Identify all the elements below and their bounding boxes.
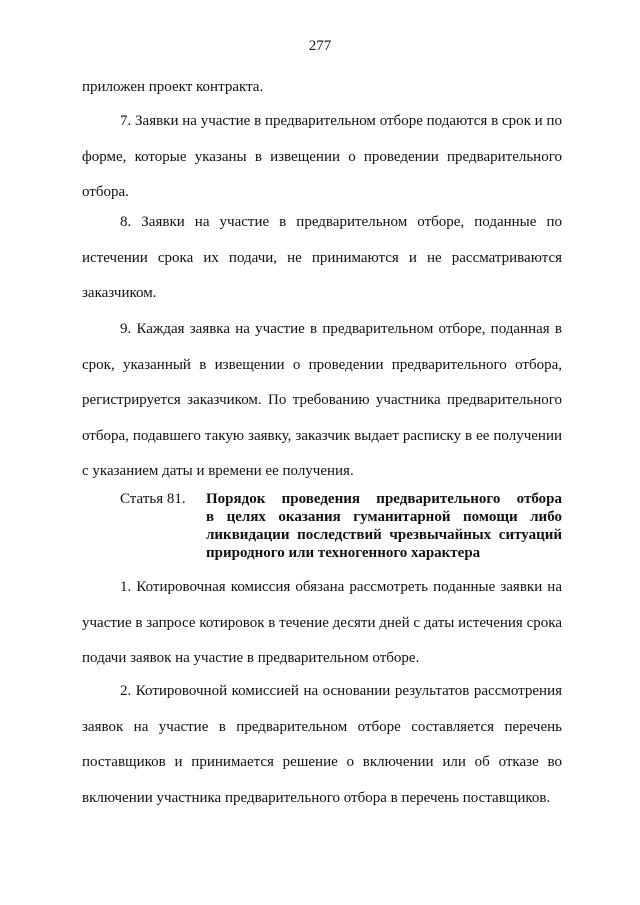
paragraph-item-8 [82,205,562,312]
article-paragraph-2 [82,674,562,816]
paragraph-line: заказчиком. [82,285,157,301]
paragraph-line: 9. Каждая заявка на участие в предварительном отборе, поданная в [120,321,562,337]
paragraph-line: регистрируется заказчиком. По требованию участника предварительного [82,392,562,408]
paragraph-line: подачи заявок на участие в предварительном отборе. [82,650,420,666]
paragraph-continuation [82,70,562,106]
paragraph-line: заявок на участие в предварительном отборе составляется перечень [82,718,562,735]
paragraph-item-9 [82,312,562,490]
paragraph-item-7 [82,104,562,211]
article-label: Статья 81. [120,491,186,507]
article-title-line: ликвидации последствий чрезвычайных ситуаций [206,527,562,543]
paragraph-line: 8. Заявки на участие в предварительном отборе, поданные по [120,214,562,230]
paragraph-line: участие в запросе котировок в течение десяти дней с даты истечения срока [82,614,562,631]
paragraph-line: 2. Котировочной комиссией на основании результатов рассмотрения [120,683,562,699]
paragraph-line: срок, указанный в извещении о проведении предварительного отбора, [82,356,562,373]
article-title-line: в целях оказания гуманитарной помощи либо [206,509,562,525]
article-title-line: Порядок проведения предварительного отбора [206,491,562,507]
paragraph-line: 7. Заявки на участие в предварительном отборе подаются в срок и по [120,113,562,129]
paragraph-line: отбора. [82,184,129,200]
paragraph-line: отбора, подавшего такую заявку, заказчик выдает расписку в ее получении [82,427,562,444]
article-title-line: природного или техногенного характера [206,545,481,561]
paragraph-line: включении участника предварительного отбора в перечень поставщиков. [82,789,551,806]
paragraph-line: с указанием даты и времени ее получения. [82,463,354,479]
paragraph-line: истечении срока их подачи, не принимаются и не рассматриваются [82,249,562,266]
paragraph-line: поставщиков и принимается решение о включении или об отказе во [82,754,562,770]
paragraph-line: приложен проект контракта. [82,79,264,95]
article-title [206,490,562,562]
article-paragraph-1 [82,570,562,677]
page-number: 277 [308,38,332,54]
paragraph-line: форме, которые указаны в извещении о проведении предварительного [82,148,562,165]
paragraph-line: 1. Котировочная комиссия обязана рассмотреть поданные заявки на [120,579,562,595]
